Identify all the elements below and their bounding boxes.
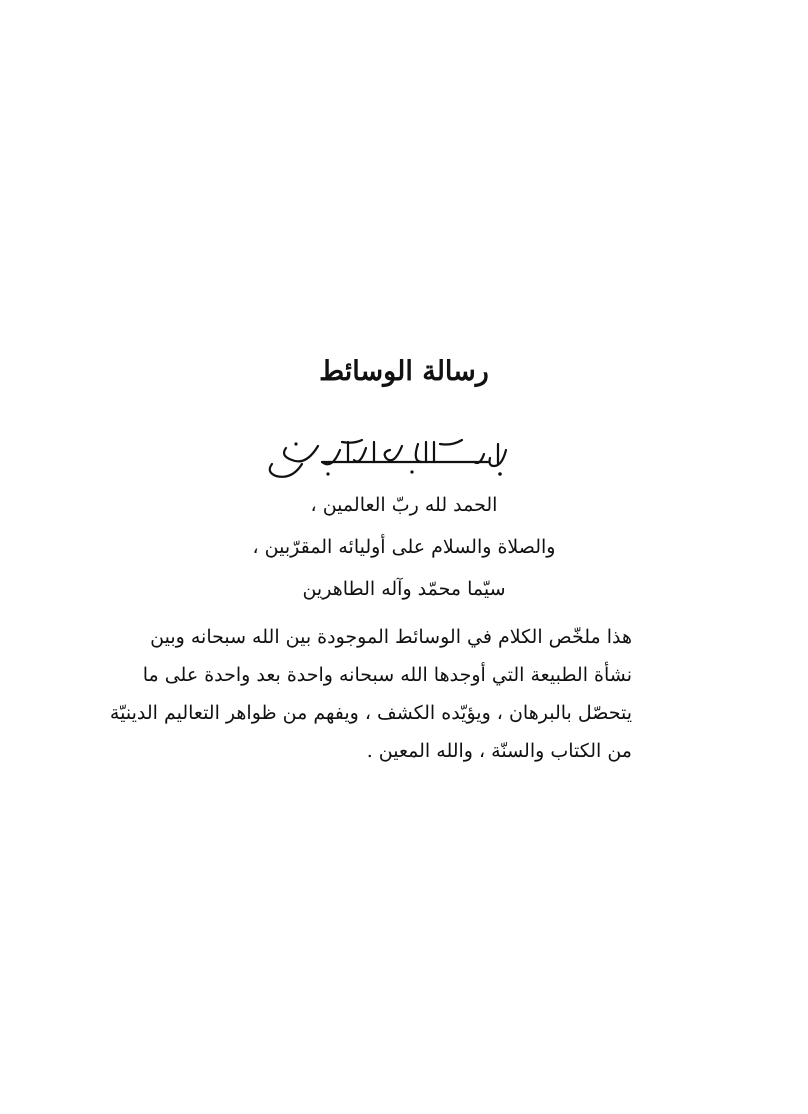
opening-line-salutation: والصلاة والسلام على أوليائه المقرّبين ، — [252, 536, 556, 558]
body-line: من الكتاب والسنّة ، والله المعين . — [366, 740, 632, 762]
opening-line-prophet: سيّما محمّد وآله الطاهرين — [302, 578, 506, 600]
body-line: نشأة الطبيعة التي أوجدها الله سبحانه واحدة بعد واحدة على ما — [142, 664, 632, 686]
opening-line-praise: الحمد لله ربّ العالمين ، — [310, 494, 498, 516]
page-title: رسالة الوسائط — [319, 356, 489, 387]
body-line: يتحصّل بالبرهان ، ويؤيّده الكشف ، ويفهم من ظواهر التعاليم الدينيّة — [109, 702, 632, 724]
basmala-calligraphy — [262, 436, 510, 484]
body-paragraph — [109, 618, 632, 770]
body-line: هذا ملخّص الكلام في الوسائط الموجودة بين الله سبحانه وبين — [150, 626, 632, 648]
